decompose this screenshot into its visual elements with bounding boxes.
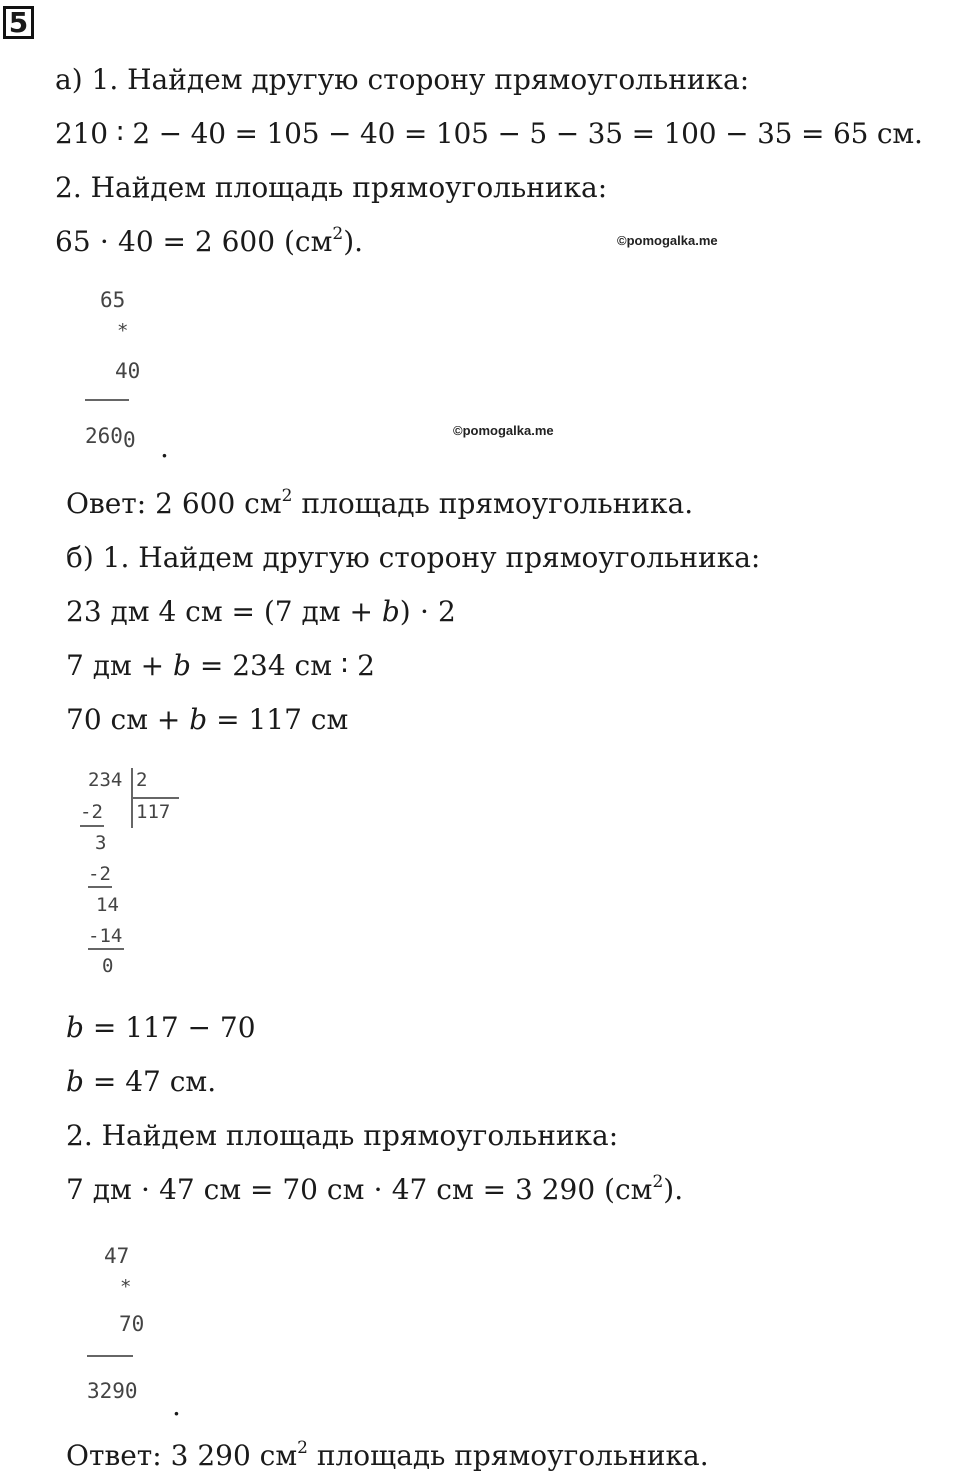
part-b-sum-left: 70 см +	[66, 703, 190, 736]
mult-a-result-tail: 0	[122, 428, 136, 452]
part-b-half-perimeter-eq	[66, 649, 375, 682]
part-b-b-expr	[66, 1011, 256, 1044]
part-b-area-equation	[66, 1172, 684, 1206]
part-b-answer	[66, 1438, 709, 1472]
part-b-answer-end: площадь прямоугольника.	[307, 1439, 709, 1472]
mult-a-operator: *	[117, 320, 129, 342]
part-b-sum-eq	[66, 703, 349, 736]
mult-b-period: .	[172, 1389, 181, 1422]
division-remainder: 0	[102, 955, 114, 977]
task-number-badge: 5	[3, 6, 34, 39]
division-step-3-rule	[88, 886, 112, 888]
part-b-area-exponent: 2	[652, 1172, 664, 1192]
part-a-area-heading: 2. Найдем площадь прямоугольника:	[55, 171, 608, 204]
part-b-area-heading: 2. Найдем площадь прямоугольника:	[66, 1119, 619, 1152]
part-a-answer-main: Овет: 2 600 см	[66, 487, 282, 520]
part-a-area-exponent: 2	[332, 224, 344, 244]
watermark: ©pomogalka.me	[617, 233, 718, 248]
part-b-sum-right: = 117 см	[207, 703, 349, 736]
mult-a-result	[85, 424, 136, 452]
mult-a-factor2: 40	[115, 359, 141, 383]
part-b-perimeter-eq	[66, 595, 456, 628]
part-a-answer-exponent: 2	[281, 486, 293, 506]
part-b-var-b-5: b	[66, 1065, 84, 1098]
part-a-heading: а) 1. Найдем другую сторону прямоугольника:	[55, 63, 750, 96]
part-b-perimeter-left: 23 дм 4 см = (7 дм +	[66, 595, 382, 628]
part-b-area-close: ).	[663, 1173, 684, 1206]
division-divisor: 2	[136, 769, 148, 791]
part-b-answer-exponent: 2	[297, 1438, 308, 1458]
part-b-answer-main: Ответ: 3 290 см	[66, 1439, 298, 1472]
part-b-var-b-4: b	[66, 1011, 84, 1044]
watermark-2: ©pomogalka.me	[453, 423, 554, 438]
part-b-half-left: 7 дм +	[66, 649, 173, 682]
mult-b-factor1: 47	[104, 1244, 130, 1268]
part-b-b-value-right: = 47 см.	[83, 1065, 217, 1098]
division-dividend: 234	[88, 769, 123, 791]
division-step-1: -2	[80, 801, 103, 823]
part-b-perimeter-right: ) ⋅ 2	[399, 595, 456, 628]
part-a-area-equation	[55, 224, 364, 258]
part-a-area-close: ).	[343, 225, 364, 258]
division-step-5: -14	[88, 925, 123, 947]
part-b-heading: б) 1. Найдем другую сторону прямоугольника:	[66, 541, 761, 574]
division-step-5-rule	[88, 948, 124, 950]
mult-a-result-main: 260	[85, 424, 123, 448]
division-step-2: 3	[95, 832, 107, 854]
part-a-answer-end: площадь прямоугольника.	[292, 487, 694, 520]
part-b-area-expr: 7 дм ⋅ 47 см = 70 см ⋅ 47 см = 3 290 (см	[66, 1173, 653, 1206]
mult-a-factor1: 65	[100, 288, 126, 312]
mult-b-factor2: 70	[119, 1312, 145, 1336]
division-step-1-rule	[80, 825, 104, 827]
part-a-equation-side: 210 ∶ 2 − 40 = 105 − 40 = 105 − 5 − 35 = 100 − 35 = 65 см.	[55, 117, 923, 150]
mult-b-operator: *	[120, 1276, 132, 1298]
mult-a-period: .	[160, 431, 169, 464]
part-a-answer	[66, 486, 694, 520]
part-b-var-b: b	[381, 595, 400, 628]
part-b-b-expr-right: = 117 − 70	[83, 1011, 256, 1044]
part-b-half-right: = 234 см ∶ 2	[190, 649, 375, 682]
division-step-4: 14	[96, 894, 119, 916]
division-horizontal-rule	[131, 797, 179, 799]
division-step-3: -2	[88, 863, 111, 885]
part-b-b-value	[66, 1065, 217, 1098]
mult-b-rule	[87, 1355, 133, 1357]
mult-b-result: 3290	[87, 1379, 138, 1403]
part-a-area-expr: 65 ⋅ 40 = 2 600 (см	[55, 225, 333, 258]
mult-a-rule	[85, 399, 129, 401]
part-b-var-b-2: b	[173, 649, 191, 682]
division-quotient: 117	[136, 801, 171, 823]
part-b-var-b-3: b	[189, 703, 208, 736]
